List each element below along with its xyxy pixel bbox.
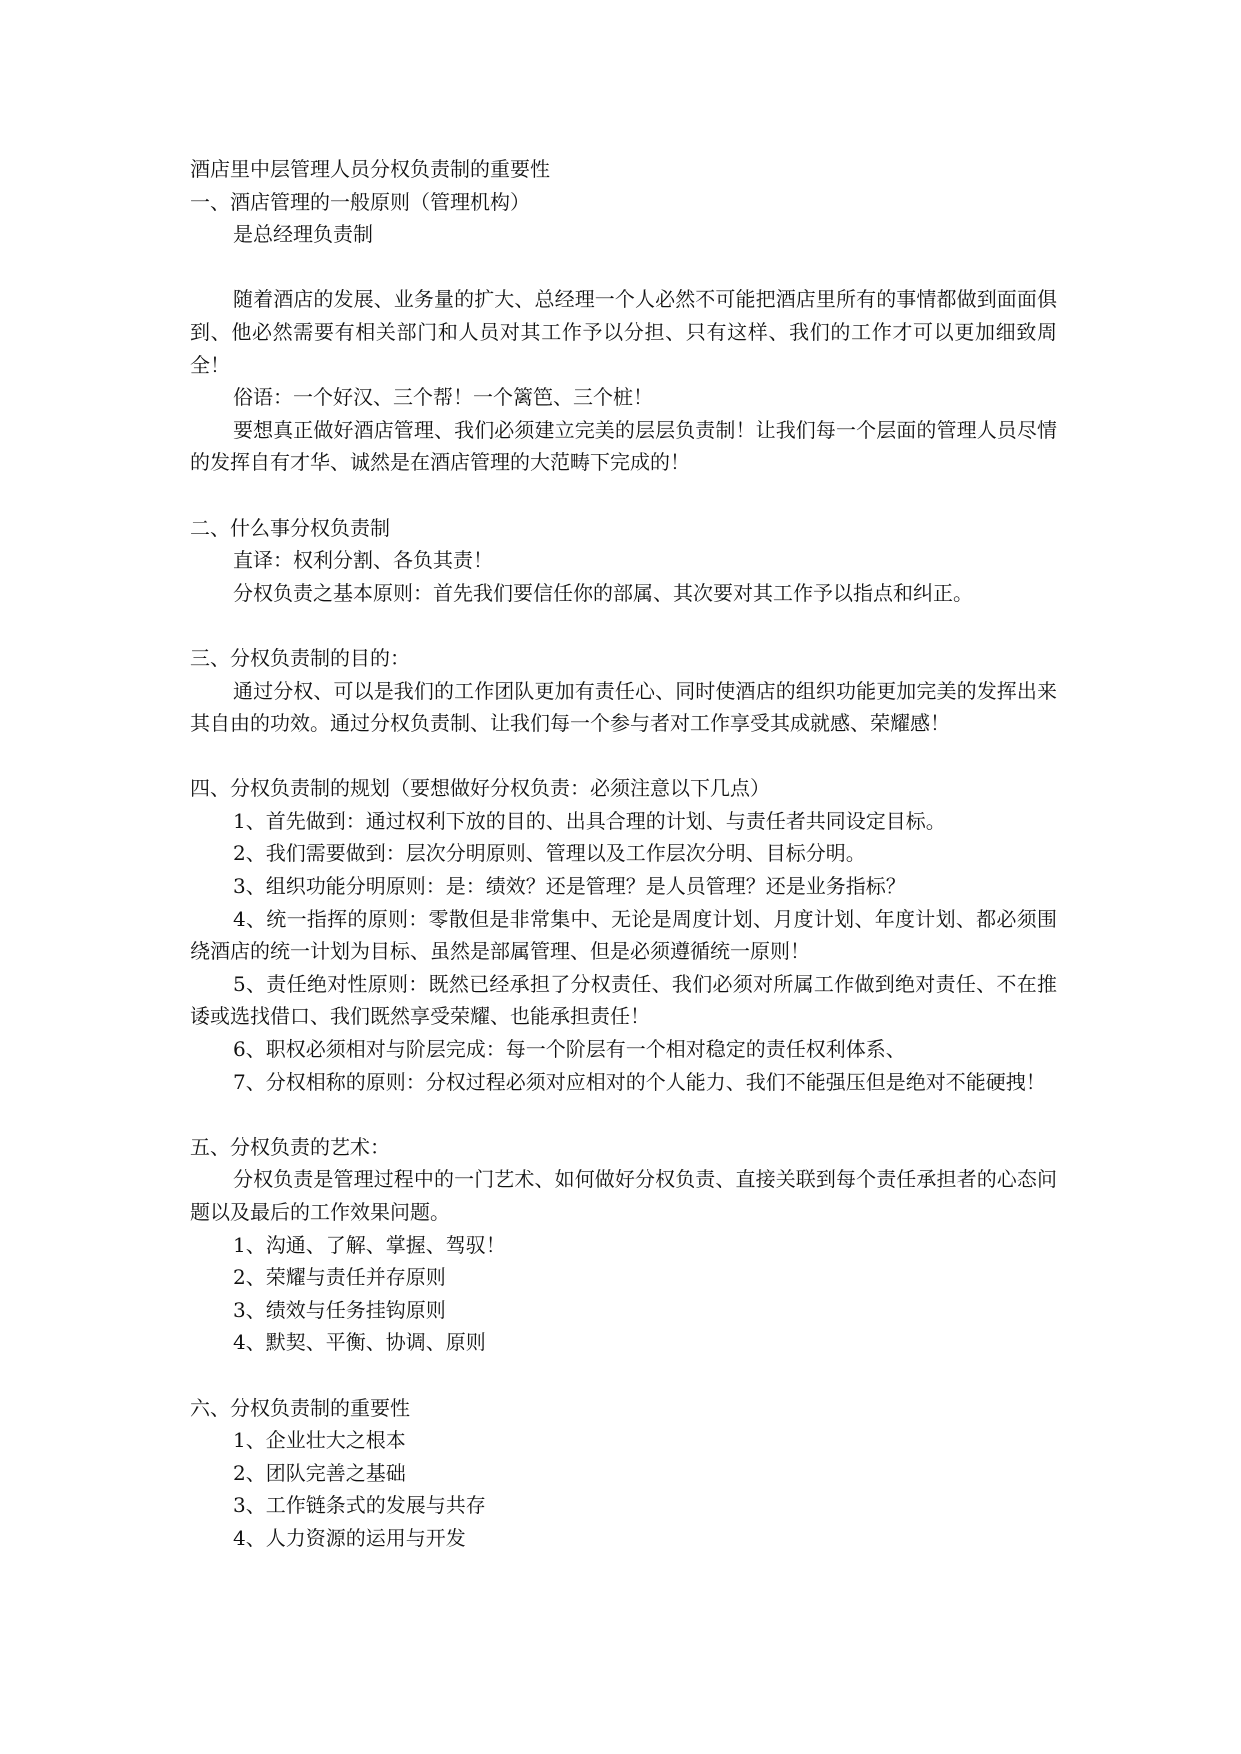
section-6-heading: 六、分权负责制的重要性 (190, 1395, 410, 1420)
list-item: 5、责任绝对性原则：既然已经承担了分权责任、我们必须对所属工作做到绝对责任、不在推诿或选找借口、我们既然享受荣耀、也能承担责任！ (190, 971, 1057, 1029)
section-2-paragraph: 直译：权利分割、各负其责！ (233, 548, 493, 573)
blank-line (190, 1098, 1057, 1131)
list-item: 2、我们需要做到：层次分明原则、管理以及工作层次分明、目标分明。 (233, 841, 866, 866)
list-item: 1、企业壮大之根本 (233, 1428, 406, 1453)
list-item: 1、首先做到：通过权利下放的目的、出具合理的计划、与责任者共同设定目标。 (233, 808, 946, 833)
section-1-proverb: 俗语：一个好汉、三个帮！一个篱笆、三个桩！ (233, 385, 653, 410)
list-item: 7、分权相称的原则：分权过程必须对应相对的个人能力、我们不能强压但是绝对不能硬拽！ (233, 1069, 1046, 1094)
list-item: 4、统一指挥的原则：零散但是非常集中、无论是周度计划、月度计划、年度计划、都必须围绕酒店的统一计划为目标、虽然是部属管理、但是必须遵循统一原则！ (190, 906, 1057, 964)
section-5-heading: 五、分权负责的艺术： (190, 1134, 390, 1159)
section-1-line: 是总经理负责制 (233, 222, 373, 247)
section-1-paragraph: 要想真正做好酒店管理、我们必须建立完美的层层负责制！让我们每一个层面的管理人员尽情的发挥自有才华、诚然是在酒店管理的大范畴下完成的！ (190, 417, 1057, 475)
section-4-heading: 四、分权负责制的规划（要想做好分权负责：必须注意以下几点） (190, 776, 770, 801)
section-1-heading: 一、酒店管理的一般原则（管理机构） (190, 189, 530, 214)
list-item: 2、团队完善之基础 (233, 1460, 406, 1485)
list-item: 6、职权必须相对与阶层完成：每一个阶层有一个相对稳定的责任权利体系、 (233, 1037, 906, 1062)
blank-line (190, 609, 1057, 642)
blank-line (190, 740, 1057, 773)
blank-line (190, 1359, 1057, 1392)
section-1-paragraph: 随着酒店的发展、业务量的扩大、总经理一个人必然不可能把酒店里所有的事情都做到面面俱到、他必然需要有相关部门和人员对其工作予以分担、只有这样、我们的工作才可以更加细致周全！ (190, 287, 1057, 377)
list-item: 2、荣耀与责任并存原则 (233, 1265, 446, 1290)
section-2-paragraph: 分权负责之基本原则：首先我们要信任你的部属、其次要对其工作予以指点和纠正。 (233, 580, 973, 605)
blank-line (190, 479, 1057, 512)
blank-line (190, 251, 1057, 284)
list-item: 4、人力资源的运用与开发 (233, 1525, 466, 1550)
section-2-heading: 二、什么事分权负责制 (190, 515, 390, 540)
list-item: 3、绩效与任务挂钩原则 (233, 1297, 446, 1322)
list-item: 1、沟通、了解、掌握、驾驭！ (233, 1232, 506, 1257)
section-3-heading: 三、分权负责制的目的： (190, 645, 410, 670)
list-item: 4、默契、平衡、协调、原则 (233, 1330, 486, 1355)
list-item: 3、工作链条式的发展与共存 (233, 1493, 486, 1518)
list-item: 3、组织功能分明原则：是：绩效？还是管理？是人员管理？还是业务指标？ (233, 874, 906, 899)
document-title: 酒店里中层管理人员分权负责制的重要性 (190, 157, 550, 181)
section-3-paragraph: 通过分权、可以是我们的工作团队更加有责任心、同时使酒店的组织功能更加完美的发挥出来其自由的功效。通过分权负责制、让我们每一个参与者对工作享受其成就感、荣耀感！ (190, 678, 1057, 736)
section-5-paragraph: 分权负责是管理过程中的一门艺术、如何做好分权负责、直接关联到每个责任承担者的心态问题以及最后的工作效果问题。 (190, 1167, 1057, 1224)
